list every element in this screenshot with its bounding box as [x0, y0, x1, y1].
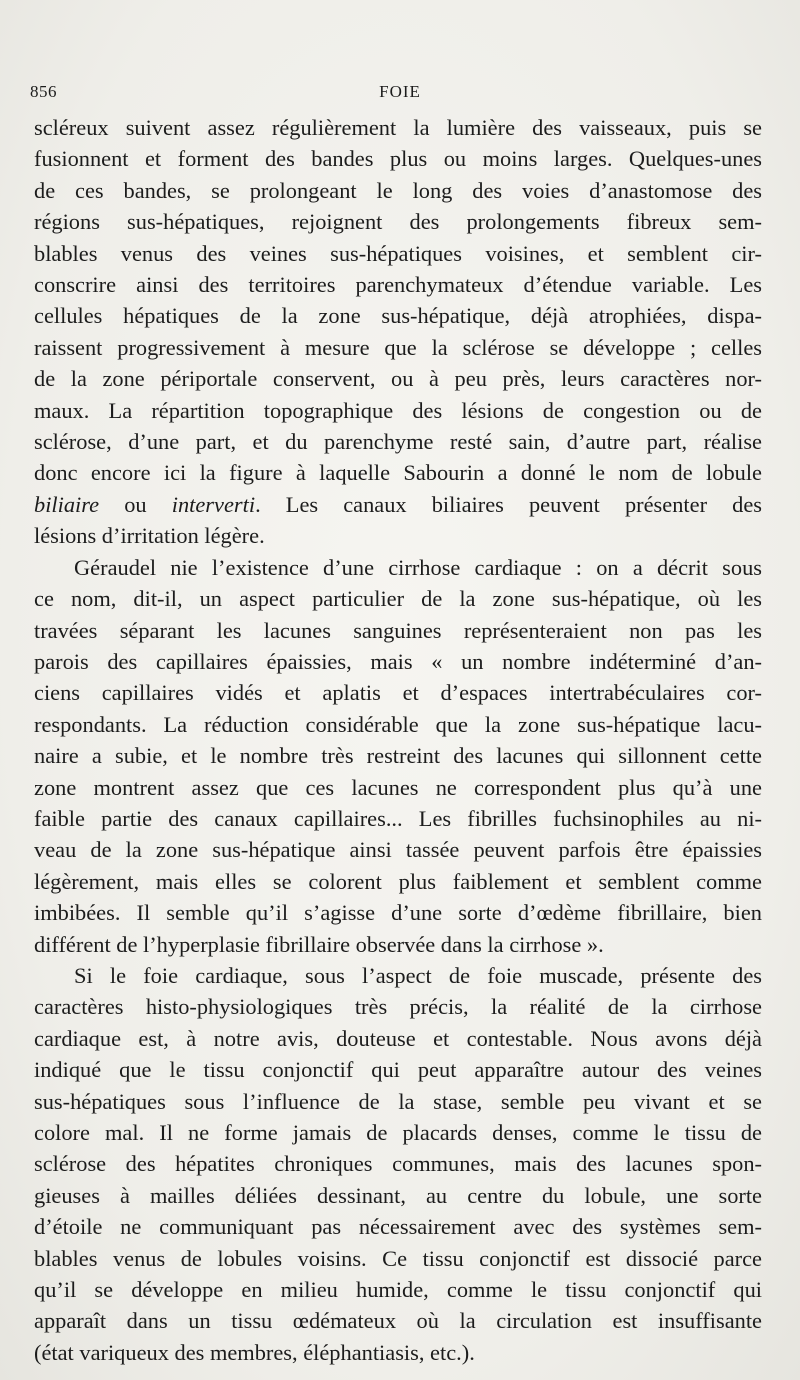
text-line: donc encore ici la figure à laquelle Sabourin a donné le nom de lobule — [34, 460, 762, 486]
page-number: 856 — [30, 82, 57, 101]
running-head — [30, 82, 770, 106]
italic-term: biliaire — [34, 491, 100, 517]
text-line: sus-hépatiques sous l’influence de la stase, semble peu vivant et se — [34, 1088, 762, 1114]
paragraph-2 — [34, 552, 762, 960]
text-line: raissent progressivement à mesure que la sclérose se développe ; celles — [34, 334, 762, 360]
text-line: différent de l’hyperplasie fibrillaire observée dans la cirrhose ». — [34, 931, 604, 957]
text-line: Géraudel nie l’existence d’une cirrhose cardiaque : on a décrit sous — [74, 554, 762, 580]
text-line: parois des capillaires épaissies, mais « un nombre indéterminé d’an- — [34, 648, 762, 674]
text-line: imbibées. Il semble qu’il s’agisse d’une sorte d’œdème fibrillaire, bien — [34, 900, 762, 926]
text-line: travées séparant les lacunes sanguines représenteraient non pas les — [34, 617, 762, 643]
text-line: colore mal. Il ne forme jamais de placards denses, comme le tissu de — [34, 1120, 762, 1145]
text-line: Si le foie cardiaque, sous l’aspect de foie muscade, présente des — [74, 962, 762, 988]
text-line: respondants. La réduction considérable que la zone sus-hépatique lacu- — [34, 711, 762, 737]
text-line: faible partie des canaux capillaires... Les fibrilles fuchsinophiles au ni- — [34, 805, 762, 831]
text-line: cardiaque est, à notre avis, douteuse et contestable. Nous avons déjà — [34, 1025, 762, 1051]
text-line: sclérose, d’une part, et du parenchyme resté sain, d’autre part, réalise — [34, 429, 762, 455]
text-line: sclérose des hépatites chroniques communes, mais des lacunes spon- — [34, 1151, 762, 1177]
paragraph-1 — [34, 112, 762, 552]
paragraph-3 — [34, 960, 762, 1368]
text-line: scléreux suivent assez régulièrement la lumière des vaisseaux, puis se — [34, 115, 762, 140]
text-fragment: ou — [99, 491, 172, 517]
body-text — [34, 112, 762, 1368]
text-line: indiqué que le tissu conjonctif qui peut apparaître autour des veines — [34, 1057, 762, 1083]
text-line: régions sus-hépatiques, rejoignent des prolongements fibreux sem- — [34, 209, 762, 235]
text-line: (état variqueux des membres, éléphantiasis, etc.). — [34, 1339, 475, 1365]
text-line: apparaît dans un tissu œdémateux où la circulation est insuffisante — [34, 1308, 762, 1334]
text-line: zone montrent assez que ces lacunes ne correspondent plus qu’à une — [34, 774, 762, 800]
text-line: naire a subie, et le nombre très restreint des lacunes qui sillonnent cette — [34, 743, 762, 769]
text-line: ciens capillaires vidés et aplatis et d’espaces intertrabéculaires cor- — [34, 680, 762, 706]
text-line: blables venus des veines sus-hépatiques voisines, et semblent cir- — [34, 240, 762, 266]
italic-term: interverti — [171, 491, 256, 517]
text-line: de ces bandes, se prolongeant le long des voies d’anastomose des — [34, 177, 762, 203]
text-line: veau de la zone sus-hépatique ainsi tassée peuvent parfois être épaissies — [34, 837, 762, 863]
text-line: caractères histo-physiologiques très précis, la réalité de la cirrhose — [34, 994, 762, 1020]
text-line: légèrement, mais elles se colorent plus faiblement et semblent comme — [34, 868, 762, 894]
text-line: lésions d’irritation légère. — [34, 523, 265, 549]
text-line: cellules hépatiques de la zone sus-hépatique, déjà atrophiées, dispa- — [34, 303, 762, 329]
text-line: conscrire ainsi des territoires parenchymateux d’étendue variable. Les — [34, 272, 762, 298]
text-line-with-italics — [34, 489, 762, 520]
text-line: qu’il se développe en milieu humide, comme le tissu conjonctif qui — [34, 1277, 762, 1303]
text-line: blables venus de lobules voisins. Ce tissu conjonctif est dissocié parce — [34, 1245, 762, 1271]
text-line: de la zone périportale conservent, ou à peu près, leurs caractères nor- — [34, 366, 762, 392]
text-fragment: . Les canaux biliaires peuvent présenter des — [255, 491, 762, 517]
text-line: d’étoile ne communiquant pas nécessairement avec des systèmes sem- — [34, 1214, 762, 1240]
text-line: fusionnent et forment des bandes plus ou moins larges. Quelques-unes — [34, 146, 762, 172]
text-line: gieuses à mailles déliées dessinant, au centre du lobule, une sorte — [34, 1182, 762, 1208]
text-line: ce nom, dit-il, un aspect particulier de la zone sus-hépatique, où les — [34, 586, 762, 612]
running-title: FOIE — [379, 82, 421, 101]
text-line: maux. La répartition topographique des lésions de congestion ou de — [34, 397, 762, 423]
